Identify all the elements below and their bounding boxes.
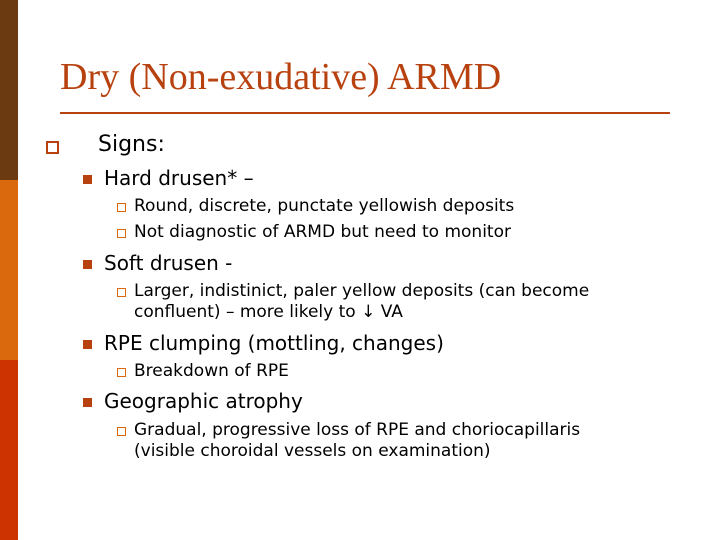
square-bullet-icon [83, 260, 92, 269]
signs-heading: Signs: [98, 132, 165, 157]
list-subitem-continuation: (visible choroidal vessels on examination) [134, 441, 491, 461]
list-item: Hard drusen* – [104, 166, 254, 190]
small-hollow-square-bullet-icon [117, 229, 126, 238]
list-subitem-continuation: confluent) – more likely to ↓ VA [134, 302, 403, 322]
square-bullet-icon [83, 175, 92, 184]
list-item: Soft drusen - [104, 251, 233, 275]
list-subitem: Not diagnostic of ARMD but need to monitor [134, 222, 511, 242]
small-hollow-square-bullet-icon [117, 288, 126, 297]
small-hollow-square-bullet-icon [117, 368, 126, 377]
list-subitem: Gradual, progressive loss of RPE and choriocapillaris [134, 420, 581, 440]
small-hollow-square-bullet-icon [117, 427, 126, 436]
list-item: Geographic atrophy [104, 389, 303, 413]
list-subitem: Round, discrete, punctate yellowish deposits [134, 196, 515, 216]
square-bullet-icon [83, 398, 92, 407]
list-subitem: Breakdown of RPE [134, 361, 289, 381]
slide-title: Dry (Non-exudative) ARMD [60, 56, 502, 98]
side-bar-top [0, 0, 18, 180]
small-hollow-square-bullet-icon [117, 203, 126, 212]
side-bar-bottom [0, 360, 18, 540]
square-bullet-icon [83, 340, 92, 349]
list-item: RPE clumping (mottling, changes) [104, 331, 444, 355]
list-subitem: Larger, indistinict, paler yellow deposits (can become [134, 281, 590, 301]
side-bar-middle [0, 180, 18, 360]
hollow-square-bullet-icon [46, 141, 59, 154]
title-underline [60, 112, 670, 114]
